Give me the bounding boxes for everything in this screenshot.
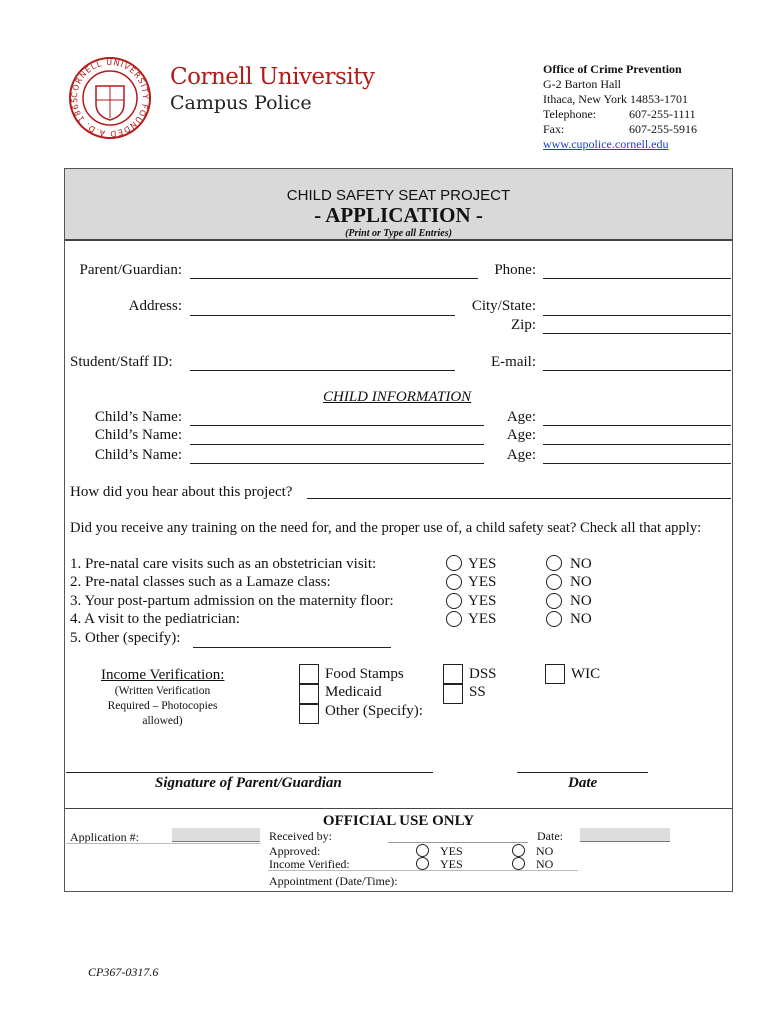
approved-yes-label: YES <box>440 844 463 858</box>
student-staff-id-label: Student/Staff ID: <box>70 354 173 370</box>
signature-field[interactable] <box>66 772 433 773</box>
training-2-yes-label: YES <box>468 574 497 590</box>
medicaid-label: Medicaid <box>325 684 382 700</box>
official-date-field[interactable] <box>580 828 670 842</box>
application-number-label: Application #: <box>70 830 139 844</box>
application-title: - APPLICATION - <box>314 203 483 227</box>
city-state-label: City/State: <box>471 298 536 314</box>
application-row-rule <box>66 843 261 844</box>
training-1-no-label: NO <box>570 556 592 572</box>
income-verified-label: Income Verified: <box>269 857 350 871</box>
other-income-label: Other (Specify): <box>325 703 423 719</box>
hear-about-question: How did you hear about this project? <box>70 484 293 500</box>
form-code: CP367-0317.6 <box>88 965 159 979</box>
wic-checkbox[interactable] <box>545 664 565 684</box>
student-staff-id-field[interactable] <box>190 370 455 371</box>
age-field-2[interactable] <box>543 444 731 445</box>
fax-label: Fax: <box>543 122 565 136</box>
income-verification-note <box>80 684 245 729</box>
approved-label: Approved: <box>269 844 321 858</box>
official-date-label: Date: <box>537 829 563 843</box>
approved-no-label: NO <box>536 844 554 858</box>
appointment-label: Appointment (Date/Time): <box>269 874 398 888</box>
training-4-yes-label: YES <box>468 611 497 627</box>
office-name: Office of Crime Prevention <box>543 62 682 76</box>
phone-field[interactable] <box>543 278 731 279</box>
income-note-line-1: (Written Verification <box>114 685 211 697</box>
income-verified-yes-radio[interactable] <box>416 857 429 870</box>
child-name-field-2[interactable] <box>190 444 484 445</box>
training-3-no-label: NO <box>570 593 592 609</box>
food-stamps-label: Food Stamps <box>325 666 404 682</box>
ss-label: SS <box>469 684 486 700</box>
office-address2: Ithaca, New York 14853-1701 <box>543 92 688 106</box>
telephone-value: 607-255-1111 <box>629 107 696 121</box>
form-header <box>65 169 732 241</box>
email-label: E-mail: <box>491 354 536 370</box>
hear-about-field[interactable] <box>307 498 731 499</box>
zip-label: Zip: <box>511 317 536 333</box>
signature-date-field[interactable] <box>517 772 648 773</box>
child-name-field-1[interactable] <box>190 425 484 426</box>
application-number-field[interactable] <box>172 828 260 842</box>
income-verified-no-label: NO <box>536 857 554 871</box>
child-information-heading: CHILD INFORMATION <box>323 389 472 405</box>
zip-field[interactable] <box>543 333 731 334</box>
official-use-title: OFFICIAL USE ONLY <box>322 813 475 829</box>
dss-label: DSS <box>469 666 497 682</box>
training-1-yes-label: YES <box>468 556 497 572</box>
training-1-no-radio[interactable] <box>546 555 562 571</box>
approved-no-radio[interactable] <box>512 844 525 857</box>
income-verified-no-radio[interactable] <box>512 857 525 870</box>
signature-label: Signature of Parent/Guardian <box>155 775 342 791</box>
training-item-4: 4. A visit to the pediatrician: <box>70 611 240 627</box>
email-field[interactable] <box>543 370 731 371</box>
training-item-2: 2. Pre-natal classes such as a Lamaze class: <box>70 574 331 590</box>
ss-checkbox[interactable] <box>443 684 463 704</box>
parent-guardian-label: Parent/Guardian: <box>79 262 182 278</box>
training-other-field[interactable] <box>193 647 391 648</box>
approved-yes-radio[interactable] <box>416 844 429 857</box>
training-3-no-radio[interactable] <box>546 593 562 609</box>
training-2-no-radio[interactable] <box>546 574 562 590</box>
food-stamps-checkbox[interactable] <box>299 664 319 684</box>
training-2-no-label: NO <box>570 574 592 590</box>
signature-date-label: Date <box>568 775 598 791</box>
city-state-field[interactable] <box>543 315 731 316</box>
address-label: Address: <box>128 298 182 314</box>
training-3-yes-radio[interactable] <box>446 593 462 609</box>
received-by-label: Received by: <box>269 829 332 843</box>
medicaid-checkbox[interactable] <box>299 684 319 704</box>
received-by-field[interactable] <box>388 842 528 843</box>
university-name: Cornell University <box>170 64 375 90</box>
fax-value: 607-255-5916 <box>629 122 697 136</box>
income-verified-yes-label: YES <box>440 857 463 871</box>
office-address1: G-2 Barton Hall <box>543 77 621 91</box>
other-income-checkbox[interactable] <box>299 704 319 724</box>
address-field[interactable] <box>190 315 455 316</box>
age-field-3[interactable] <box>543 463 731 464</box>
telephone-label: Telephone: <box>543 107 597 121</box>
training-4-no-label: NO <box>570 611 592 627</box>
training-item-3: 3. Your post-partum admission on the maternity floor: <box>70 593 394 609</box>
official-row-rule <box>268 870 578 871</box>
website-link[interactable]: www.cupolice.cornell.edu <box>543 137 669 151</box>
svg-text:CORNELL UNIVERSITY FOUNDED A.D: CORNELL UNIVERSITY FOUNDED A.D. 1865 <box>69 57 151 139</box>
department-name: Campus Police <box>170 92 312 114</box>
training-2-yes-radio[interactable] <box>446 574 462 590</box>
training-question: Did you receive any training on the need for, and the proper use of, a child safety seat? Check all that apply: <box>70 520 702 536</box>
cornell-seal-logo <box>68 56 152 140</box>
training-3-yes-label: YES <box>468 593 497 609</box>
official-use-divider <box>65 808 732 809</box>
age-field-1[interactable] <box>543 425 731 426</box>
child-name-label-3: Child’s Name: <box>94 447 182 463</box>
age-label-3: Age: <box>506 447 536 463</box>
income-note-line-3: allowed) <box>142 715 183 727</box>
child-name-label-1: Child’s Name: <box>94 409 182 425</box>
wic-label: WIC <box>571 666 601 682</box>
age-label-1: Age: <box>506 409 536 425</box>
age-label-2: Age: <box>506 427 536 443</box>
child-name-field-3[interactable] <box>190 463 484 464</box>
training-4-no-radio[interactable] <box>546 611 562 627</box>
training-1-yes-radio[interactable] <box>446 555 462 571</box>
phone-label: Phone: <box>494 262 536 278</box>
office-contact-block <box>543 62 697 152</box>
form-instructions: (Print or Type all Entries) <box>345 228 452 239</box>
training-item-5: 5. Other (specify): <box>70 630 181 646</box>
training-4-yes-radio[interactable] <box>446 611 462 627</box>
training-item-1: 1. Pre-natal care visits such as an obstetrician visit: <box>70 556 377 572</box>
parent-guardian-field[interactable] <box>190 278 478 279</box>
project-title: CHILD SAFETY SEAT PROJECT <box>286 187 511 204</box>
income-verification-label: Income Verification: <box>101 667 225 683</box>
child-name-label-2: Child’s Name: <box>94 427 182 443</box>
dss-checkbox[interactable] <box>443 664 463 684</box>
income-note-line-2: Required – Photocopies <box>107 700 218 712</box>
